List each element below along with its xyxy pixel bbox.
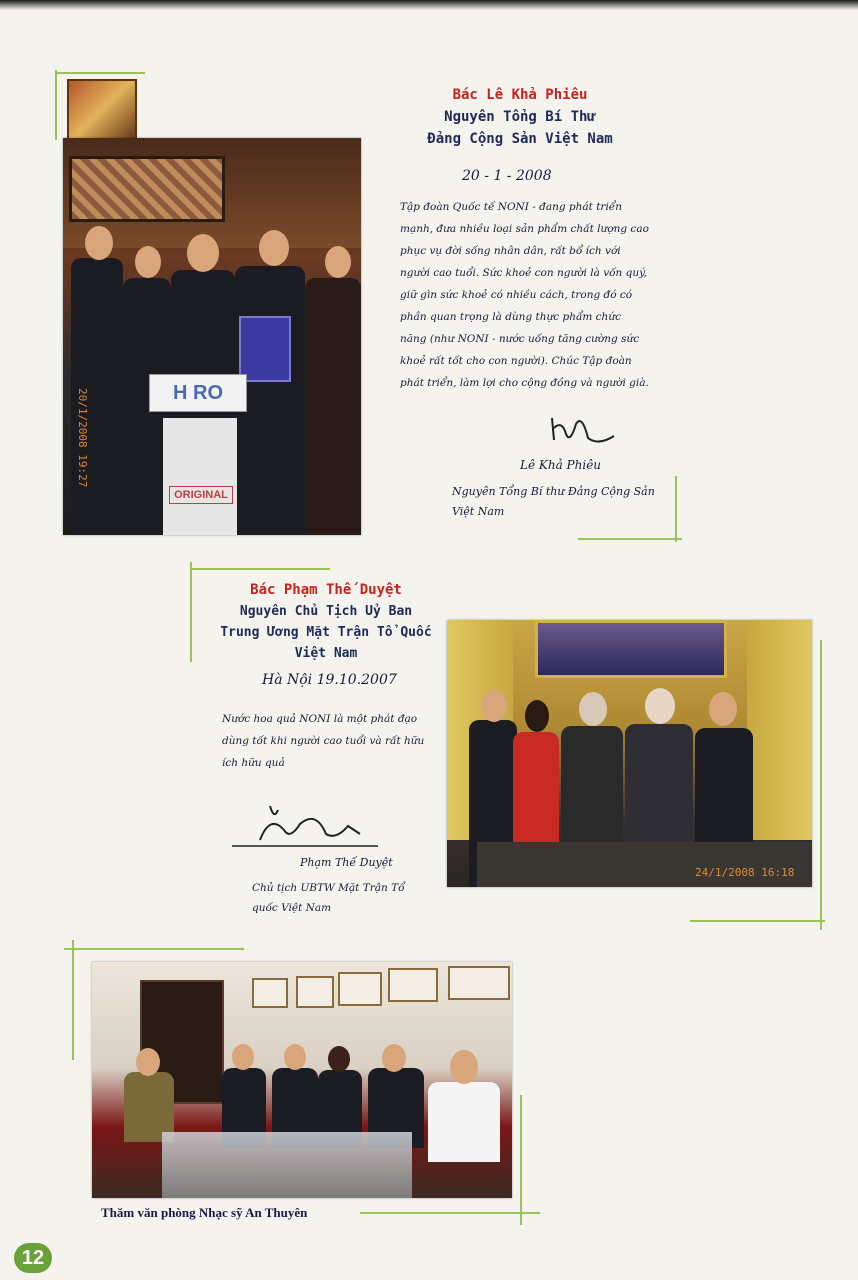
person-head (645, 688, 675, 724)
signature (548, 410, 618, 440)
corner-decoration (520, 1095, 522, 1225)
corner-decoration (578, 538, 682, 540)
page-number: 12 (14, 1243, 52, 1273)
person-head (187, 234, 219, 272)
wall-frame (252, 978, 288, 1008)
person-head (135, 246, 161, 278)
top-edge (0, 0, 858, 10)
person-title: Việt Nam (294, 646, 358, 661)
curtain-right (747, 620, 812, 840)
wall-frame (296, 976, 334, 1008)
hiro-sign: H RO (149, 374, 247, 412)
person-title: Nguyên Chủ Tịch Uỷ Ban (239, 604, 413, 619)
signature (230, 800, 380, 850)
small-painting (67, 79, 137, 140)
person (305, 278, 361, 535)
wall-painting (535, 620, 727, 678)
person-head (325, 246, 351, 278)
photo-date-stamp: 24/1/2008 16:18 (695, 866, 795, 879)
person-head (481, 690, 507, 722)
person-head (284, 1044, 306, 1070)
person-head (579, 692, 607, 726)
corner-decoration (190, 562, 192, 662)
photo-an-thuyen-office (92, 962, 512, 1198)
corner-decoration (690, 920, 825, 922)
photo-caption: Thăm văn phòng Nhạc sỹ An Thuyên (101, 1205, 308, 1220)
person-head (232, 1044, 254, 1070)
person-head (450, 1050, 478, 1084)
signature-name: Lê Khả Phiêu (520, 458, 602, 472)
signature-title: Nguyên Tổng Bí thư Đảng Cộng Sản Việt Nam (452, 485, 655, 518)
person-name: Bác Phạm Thế Duyệt (250, 582, 402, 598)
corner-decoration (190, 568, 330, 570)
handwritten-letter: Nước hoa quả NONI là một phát đạo dùng tốt khi người cao tuổi và rất hữu ích hữu quả (222, 713, 425, 769)
wall-frame (338, 972, 382, 1006)
corner-decoration (820, 640, 822, 930)
product-box (239, 316, 291, 382)
person-head (709, 692, 737, 726)
handwritten-letter: Tập đoàn Quốc tế NONI - đang phát triển mạnh, đưa nhiều loại sản phẩm chất lượng cao phục vụ đời sống nhân dân, rất bổ ích với người cao tuổi. Sức khoẻ con người là vốn quý, giữ gìn sức khoẻ có nhiều cách, trong đó có phần quan trọng là dùng thực phẩm chức năng (như NONI - nước uống tăng cường sức khoẻ rất tốt cho con người). Chúc Tập đoàn phát triển, làm lợi cho cộng đồng và người già. (400, 201, 649, 389)
photo-le-kha-phieu (63, 138, 361, 535)
photo-pham-the-duyet (447, 620, 812, 887)
person-head (328, 1046, 350, 1072)
glass-table (162, 1132, 412, 1198)
corner-decoration (360, 1212, 540, 1214)
original-label: ORIGINAL (169, 486, 233, 504)
person-head (85, 226, 113, 260)
person (428, 1082, 500, 1162)
corner-decoration (675, 476, 677, 542)
display-stand (163, 418, 237, 535)
letter-date: Hà Nội 19.10.2007 (262, 672, 397, 688)
person-name: Bác Lê Khả Phiêu (452, 87, 588, 103)
signature-title: Chủ tịch UBTW Mặt Trận Tổ quốc Việt Nam (252, 882, 405, 914)
section1-heading (395, 84, 645, 150)
person-title: Trung Ương Mặt Trận Tổ Quốc (220, 625, 432, 640)
person-head (525, 700, 549, 732)
signature-name: Phạm Thế Duyệt (300, 856, 393, 869)
photo-date-stamp: 20/1/2008 19:27 (76, 388, 89, 488)
corner-decoration (64, 948, 244, 950)
person-head (136, 1048, 160, 1076)
person-head (259, 230, 289, 266)
desk (477, 842, 812, 887)
wall-frame (388, 968, 438, 1002)
person-title: Đảng Cộng Sản Việt Nam (427, 131, 613, 147)
section2-heading (200, 580, 452, 664)
person-title: Nguyên Tổng Bí Thư (444, 109, 596, 125)
corner-decoration (55, 72, 145, 74)
corner-decoration (72, 940, 74, 1060)
corner-decoration (55, 70, 57, 140)
wall-frame (448, 966, 510, 1000)
person-head (382, 1044, 406, 1072)
decorative-window (69, 156, 225, 222)
letter-date: 20 - 1 - 2008 (462, 168, 552, 184)
